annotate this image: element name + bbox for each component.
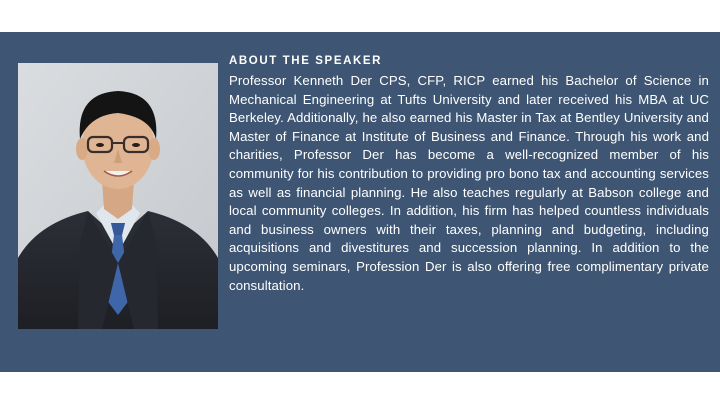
section-heading: ABOUT THE SPEAKER bbox=[229, 55, 383, 67]
speaker-photo bbox=[18, 63, 218, 329]
speaker-content bbox=[229, 54, 709, 295]
speaker-bio: Professor Kenneth Der CPS, CFP, RICP earned his Bachelor of Science in Mechanical Engineering at Tufts University and later received his MBA at UC Berkeley. Additionally, he also earned his Master in Tax at Bentley University and Master of Finance at Institute of Business and Finance. Through his work and charities, Professor Der has become a well-recognized member of his community for his contribution to providing pro bono tax and accounting services as well as financial planning. He also teaches regularly at Babson college and local community colleges. In addition, his firm has helped countless individuals and business owners with their taxes, planning and budgeting, including acquisitions and divestitures and succession planning. In addition to the upcoming seminars, Profession Der is also offering free complimentary private consultation. bbox=[229, 73, 709, 293]
speaker-panel bbox=[0, 32, 720, 372]
